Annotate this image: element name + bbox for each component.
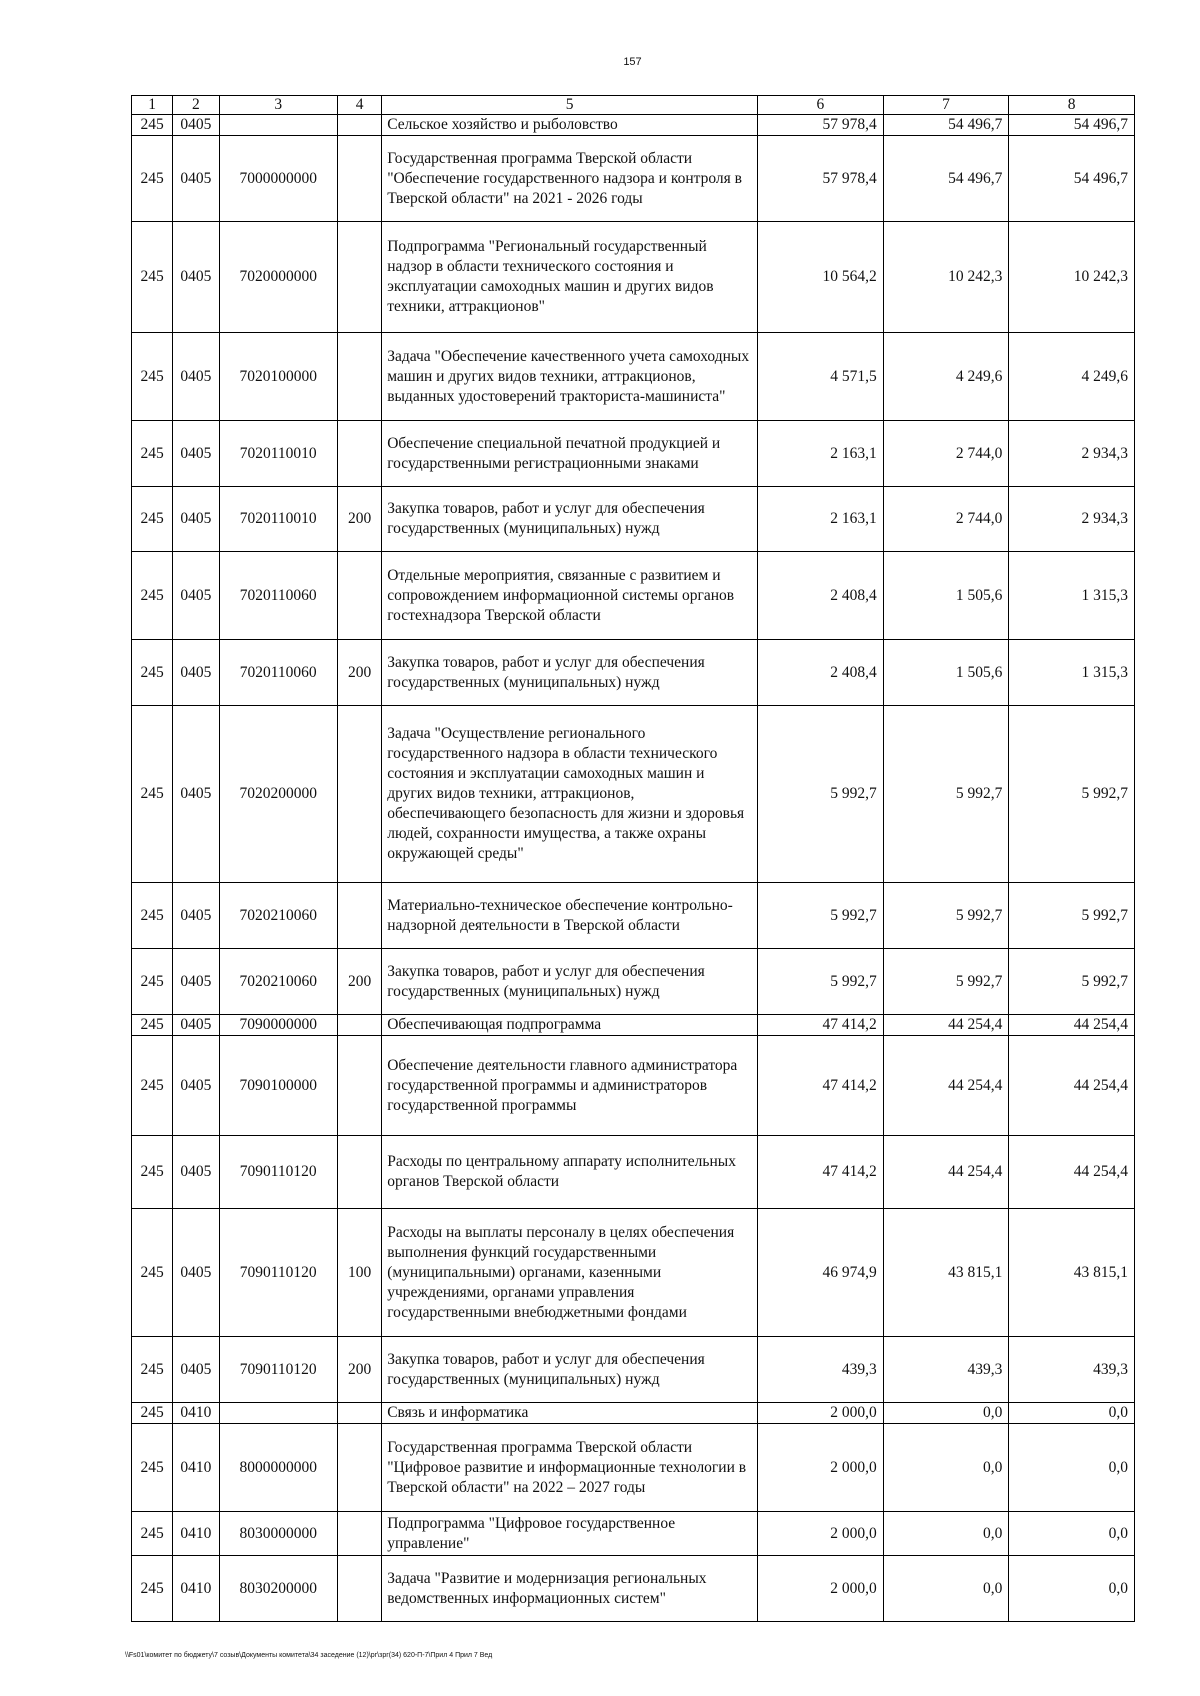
amount-col7: 2 744,0 bbox=[883, 487, 1009, 552]
section-code: 0410 bbox=[173, 1403, 219, 1424]
expense-type bbox=[337, 1136, 381, 1209]
item-name: Сельское хозяйство и рыболовство bbox=[382, 115, 758, 136]
amount-col6: 2 163,1 bbox=[758, 421, 884, 487]
section-code: 0410 bbox=[173, 1556, 219, 1622]
item-name: Закупка товаров, работ и услуг для обеспечения государственных (муниципальных) нужд bbox=[382, 487, 758, 552]
item-name: Закупка товаров, работ и услуг для обеспечения государственных (муниципальных) нужд bbox=[382, 640, 758, 706]
amount-col7: 44 254,4 bbox=[883, 1136, 1009, 1209]
amount-col7: 44 254,4 bbox=[883, 1036, 1009, 1136]
admin-code: 245 bbox=[132, 421, 173, 487]
amount-col6: 57 978,4 bbox=[758, 136, 884, 222]
amount-col6: 2 408,4 bbox=[758, 640, 884, 706]
target-code bbox=[219, 1403, 337, 1424]
amount-col8: 4 249,6 bbox=[1009, 333, 1135, 421]
table-row bbox=[132, 115, 1135, 136]
header-row bbox=[132, 96, 1135, 115]
table-row bbox=[132, 1424, 1135, 1512]
amount-col6: 5 992,7 bbox=[758, 883, 884, 949]
table-row bbox=[132, 487, 1135, 552]
amount-col7: 4 249,6 bbox=[883, 333, 1009, 421]
admin-code: 245 bbox=[132, 1015, 173, 1036]
amount-col6: 2 000,0 bbox=[758, 1403, 884, 1424]
amount-col7: 1 505,6 bbox=[883, 640, 1009, 706]
target-code: 7020210060 bbox=[219, 949, 337, 1015]
section-code: 0405 bbox=[173, 333, 219, 421]
section-code: 0405 bbox=[173, 706, 219, 883]
section-code: 0405 bbox=[173, 949, 219, 1015]
header-cell: 8 bbox=[1009, 96, 1135, 115]
item-name: Обеспечение специальной печатной продукцией и государственными регистрационными знаками bbox=[382, 421, 758, 487]
table-row bbox=[132, 1403, 1135, 1424]
amount-col8: 439,3 bbox=[1009, 1337, 1135, 1403]
page-number: 157 bbox=[623, 56, 642, 68]
amount-col6: 10 564,2 bbox=[758, 222, 884, 333]
admin-code: 245 bbox=[132, 552, 173, 640]
item-name: Государственная программа Тверской области "Цифровое развитие и информационные технологии в Тверской области" на 2022 – 2027 годы bbox=[382, 1424, 758, 1512]
amount-col6: 47 414,2 bbox=[758, 1136, 884, 1209]
item-name: Связь и информатика bbox=[382, 1403, 758, 1424]
admin-code: 245 bbox=[132, 706, 173, 883]
section-code: 0405 bbox=[173, 421, 219, 487]
table-row bbox=[132, 1337, 1135, 1403]
section-code: 0405 bbox=[173, 1337, 219, 1403]
admin-code: 245 bbox=[132, 1403, 173, 1424]
section-code: 0405 bbox=[173, 115, 219, 136]
amount-col7: 54 496,7 bbox=[883, 115, 1009, 136]
admin-code: 245 bbox=[132, 222, 173, 333]
item-name: Подпрограмма "Цифровое государственное управление" bbox=[382, 1512, 758, 1556]
amount-col7: 0,0 bbox=[883, 1512, 1009, 1556]
table-row bbox=[132, 421, 1135, 487]
target-code: 7090000000 bbox=[219, 1015, 337, 1036]
amount-col8: 44 254,4 bbox=[1009, 1136, 1135, 1209]
amount-col7: 439,3 bbox=[883, 1337, 1009, 1403]
table-row bbox=[132, 333, 1135, 421]
header-cell: 7 bbox=[883, 96, 1009, 115]
expense-type bbox=[337, 333, 381, 421]
amount-col8: 0,0 bbox=[1009, 1512, 1135, 1556]
amount-col8: 0,0 bbox=[1009, 1424, 1135, 1512]
item-name: Закупка товаров, работ и услуг для обеспечения государственных (муниципальных) нужд bbox=[382, 949, 758, 1015]
amount-col7: 0,0 bbox=[883, 1556, 1009, 1622]
amount-col8: 5 992,7 bbox=[1009, 706, 1135, 883]
amount-col8: 44 254,4 bbox=[1009, 1015, 1135, 1036]
target-code: 8000000000 bbox=[219, 1424, 337, 1512]
amount-col6: 46 974,9 bbox=[758, 1209, 884, 1337]
target-code: 7090100000 bbox=[219, 1036, 337, 1136]
section-code: 0405 bbox=[173, 883, 219, 949]
amount-col7: 5 992,7 bbox=[883, 883, 1009, 949]
amount-col8: 54 496,7 bbox=[1009, 136, 1135, 222]
amount-col8: 1 315,3 bbox=[1009, 552, 1135, 640]
header-cell: 4 bbox=[337, 96, 381, 115]
expense-type bbox=[337, 1036, 381, 1136]
table-row bbox=[132, 1136, 1135, 1209]
amount-col8: 10 242,3 bbox=[1009, 222, 1135, 333]
admin-code: 245 bbox=[132, 136, 173, 222]
amount-col7: 2 744,0 bbox=[883, 421, 1009, 487]
amount-col6: 5 992,7 bbox=[758, 706, 884, 883]
admin-code: 245 bbox=[132, 115, 173, 136]
target-code: 7090110120 bbox=[219, 1209, 337, 1337]
target-code bbox=[219, 115, 337, 136]
admin-code: 245 bbox=[132, 1556, 173, 1622]
item-name: Расходы на выплаты персоналу в целях обеспечения выполнения функций государственными (муниципальными) органами, казенными учреждениями, органами управления государственными внебюджетными фондами bbox=[382, 1209, 758, 1337]
expense-type: 100 bbox=[337, 1209, 381, 1337]
expense-type bbox=[337, 1512, 381, 1556]
amount-col8: 1 315,3 bbox=[1009, 640, 1135, 706]
expense-type bbox=[337, 1403, 381, 1424]
amount-col8: 2 934,3 bbox=[1009, 487, 1135, 552]
table-row bbox=[132, 1015, 1135, 1036]
expense-type bbox=[337, 1424, 381, 1512]
expense-type bbox=[337, 706, 381, 883]
expense-type bbox=[337, 136, 381, 222]
expense-type: 200 bbox=[337, 640, 381, 706]
amount-col6: 2 408,4 bbox=[758, 552, 884, 640]
target-code: 7020110060 bbox=[219, 552, 337, 640]
table-row bbox=[132, 1036, 1135, 1136]
table-body bbox=[132, 96, 1135, 1622]
amount-col8: 44 254,4 bbox=[1009, 1036, 1135, 1136]
header-cell: 5 bbox=[382, 96, 758, 115]
target-code: 7020110060 bbox=[219, 640, 337, 706]
amount-col8: 2 934,3 bbox=[1009, 421, 1135, 487]
section-code: 0405 bbox=[173, 552, 219, 640]
target-code: 8030000000 bbox=[219, 1512, 337, 1556]
table-row bbox=[132, 949, 1135, 1015]
table-row bbox=[132, 883, 1135, 949]
amount-col6: 439,3 bbox=[758, 1337, 884, 1403]
admin-code: 245 bbox=[132, 640, 173, 706]
expense-type bbox=[337, 1015, 381, 1036]
target-code: 8030200000 bbox=[219, 1556, 337, 1622]
budget-table bbox=[131, 95, 1135, 1622]
section-code: 0405 bbox=[173, 222, 219, 333]
admin-code: 245 bbox=[132, 949, 173, 1015]
section-code: 0405 bbox=[173, 1015, 219, 1036]
admin-code: 245 bbox=[132, 1337, 173, 1403]
amount-col8: 5 992,7 bbox=[1009, 949, 1135, 1015]
amount-col7: 5 992,7 bbox=[883, 706, 1009, 883]
header-cell: 1 bbox=[132, 96, 173, 115]
amount-col6: 47 414,2 bbox=[758, 1036, 884, 1136]
admin-code: 245 bbox=[132, 1136, 173, 1209]
amount-col7: 0,0 bbox=[883, 1424, 1009, 1512]
admin-code: 245 bbox=[132, 883, 173, 949]
item-name: Закупка товаров, работ и услуг для обеспечения государственных (муниципальных) нужд bbox=[382, 1337, 758, 1403]
section-code: 0405 bbox=[173, 640, 219, 706]
expense-type bbox=[337, 222, 381, 333]
expense-type: 200 bbox=[337, 1337, 381, 1403]
table-row bbox=[132, 706, 1135, 883]
amount-col7: 1 505,6 bbox=[883, 552, 1009, 640]
admin-code: 245 bbox=[132, 333, 173, 421]
table-row bbox=[132, 1209, 1135, 1337]
expense-type bbox=[337, 1556, 381, 1622]
target-code: 7020110010 bbox=[219, 487, 337, 552]
amount-col6: 4 571,5 bbox=[758, 333, 884, 421]
table-row bbox=[132, 1512, 1135, 1556]
item-name: Задача "Осуществление регионального государственного надзора в области технического состояния и эксплуатации самоходных машин и других видов техники, аттракционов, обеспечивающего безопасность для жизни и здоровья людей, сохранности имущества, а также охраны окружающей среды" bbox=[382, 706, 758, 883]
header-cell: 6 bbox=[758, 96, 884, 115]
amount-col7: 0,0 bbox=[883, 1403, 1009, 1424]
target-code: 7020000000 bbox=[219, 222, 337, 333]
amount-col8: 5 992,7 bbox=[1009, 883, 1135, 949]
admin-code: 245 bbox=[132, 487, 173, 552]
target-code: 7090110120 bbox=[219, 1136, 337, 1209]
table-row bbox=[132, 552, 1135, 640]
amount-col6: 47 414,2 bbox=[758, 1015, 884, 1036]
amount-col6: 2 000,0 bbox=[758, 1556, 884, 1622]
amount-col6: 2 000,0 bbox=[758, 1512, 884, 1556]
table-row bbox=[132, 1556, 1135, 1622]
section-code: 0405 bbox=[173, 1136, 219, 1209]
table-row bbox=[132, 640, 1135, 706]
admin-code: 245 bbox=[132, 1512, 173, 1556]
section-code: 0405 bbox=[173, 487, 219, 552]
item-name: Материально-техническое обеспечение контрольно-надзорной деятельности в Тверской области bbox=[382, 883, 758, 949]
target-code: 7020210060 bbox=[219, 883, 337, 949]
item-name: Обеспечивающая подпрограмма bbox=[382, 1015, 758, 1036]
expense-type bbox=[337, 421, 381, 487]
expense-type: 200 bbox=[337, 949, 381, 1015]
section-code: 0410 bbox=[173, 1424, 219, 1512]
section-code: 0405 bbox=[173, 136, 219, 222]
table-row bbox=[132, 222, 1135, 333]
amount-col8: 0,0 bbox=[1009, 1403, 1135, 1424]
amount-col6: 57 978,4 bbox=[758, 115, 884, 136]
section-code: 0405 bbox=[173, 1209, 219, 1337]
target-code: 7090110120 bbox=[219, 1337, 337, 1403]
expense-type bbox=[337, 115, 381, 136]
amount-col7: 43 815,1 bbox=[883, 1209, 1009, 1337]
amount-col8: 43 815,1 bbox=[1009, 1209, 1135, 1337]
item-name: Отдельные мероприятия, связанные с развитием и сопровождением информационной системы органов гостехнадзора Тверской области bbox=[382, 552, 758, 640]
amount-col8: 0,0 bbox=[1009, 1556, 1135, 1622]
amount-col7: 54 496,7 bbox=[883, 136, 1009, 222]
expense-type bbox=[337, 883, 381, 949]
item-name: Обеспечение деятельности главного администратора государственной программы и администраторов государственной программы bbox=[382, 1036, 758, 1136]
amount-col8: 54 496,7 bbox=[1009, 115, 1135, 136]
amount-col7: 10 242,3 bbox=[883, 222, 1009, 333]
target-code: 7020200000 bbox=[219, 706, 337, 883]
item-name: Расходы по центральному аппарату исполнительных органов Тверской области bbox=[382, 1136, 758, 1209]
admin-code: 245 bbox=[132, 1209, 173, 1337]
expense-type bbox=[337, 552, 381, 640]
amount-col7: 44 254,4 bbox=[883, 1015, 1009, 1036]
header-cell: 3 bbox=[219, 96, 337, 115]
amount-col6: 5 992,7 bbox=[758, 949, 884, 1015]
amount-col6: 2 163,1 bbox=[758, 487, 884, 552]
section-code: 0410 bbox=[173, 1512, 219, 1556]
target-code: 7020110010 bbox=[219, 421, 337, 487]
amount-col7: 5 992,7 bbox=[883, 949, 1009, 1015]
section-code: 0405 bbox=[173, 1036, 219, 1136]
amount-col6: 2 000,0 bbox=[758, 1424, 884, 1512]
target-code: 7000000000 bbox=[219, 136, 337, 222]
admin-code: 245 bbox=[132, 1036, 173, 1136]
item-name: Подпрограмма "Региональный государственный надзор в области технического состояния и эксплуатации самоходных машин и других видов техники, аттракционов" bbox=[382, 222, 758, 333]
item-name: Задача "Обеспечение качественного учета самоходных машин и других видов техники, аттракционов, выданных удостоверений тракториста-машиниста" bbox=[382, 333, 758, 421]
expense-type: 200 bbox=[337, 487, 381, 552]
item-name: Задача "Развитие и модернизация региональных ведомственных информационных систем" bbox=[382, 1556, 758, 1622]
admin-code: 245 bbox=[132, 1424, 173, 1512]
footer-file-path: \\Fs01\комитет по бюджету\7 созыв\Документы комитета\34 заседение (12)\рг\зрг(34) 620-П-7\Прил 4 Прил 7 Вед bbox=[125, 1652, 493, 1659]
target-code: 7020100000 bbox=[219, 333, 337, 421]
item-name: Государственная программа Тверской области "Обеспечение государственного надзора и контроля в Тверской области" на 2021 - 2026 годы bbox=[382, 136, 758, 222]
table-row bbox=[132, 136, 1135, 222]
header-cell: 2 bbox=[173, 96, 219, 115]
